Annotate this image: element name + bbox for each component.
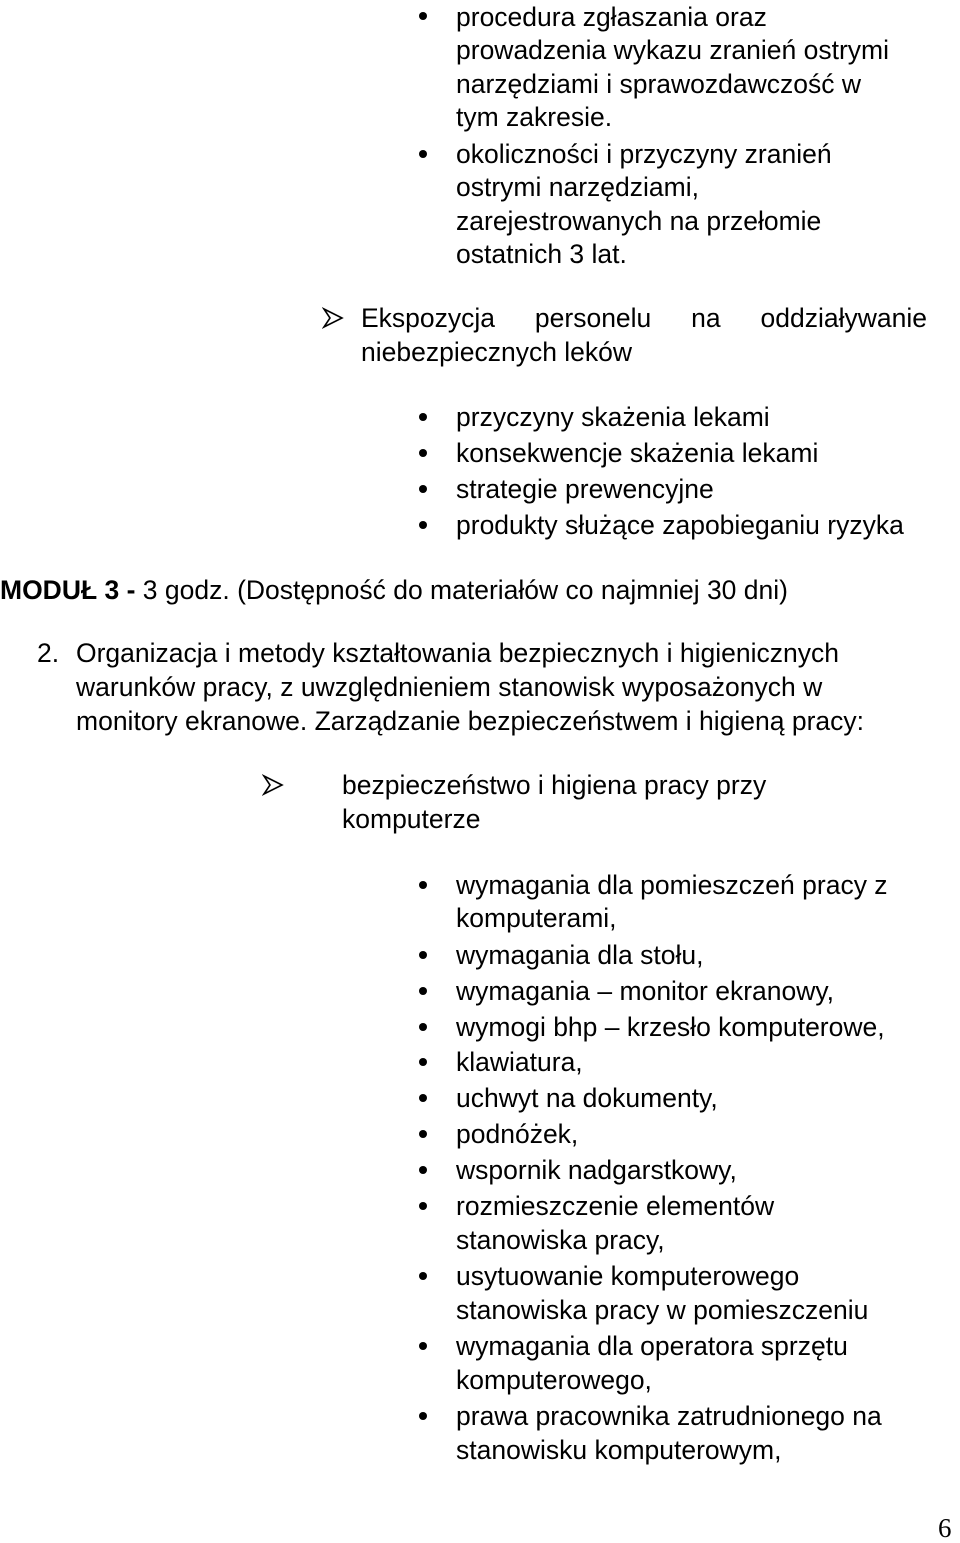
bullet-dot-icon — [419, 413, 427, 421]
list-item-line: narzędziami i sprawozdawczość w — [456, 69, 862, 99]
bullet-dot-icon — [419, 1130, 427, 1138]
arrowhead-bullet-icon — [262, 774, 284, 796]
bullet-dot-icon — [419, 1202, 427, 1210]
list-item-line: wspornik nadgarstkowy, — [456, 1155, 737, 1185]
word: oddziaływanie — [760, 303, 927, 333]
bullet-dot-icon — [419, 951, 427, 959]
module-title-rest: 3 godz. (Dostępność do materiałów co najmniej 30 dni) — [135, 575, 788, 605]
list-item-line: uchwyt na dokumenty, — [456, 1083, 718, 1113]
list-item-line: strategie prewencyjne — [456, 474, 714, 504]
word: Ekspozycja — [361, 303, 496, 333]
item-line: monitory ekranowe. Zarządzanie bezpieczeństwem i higieną pracy: — [76, 706, 865, 736]
list-item-line: zarejestrowanych na przełomie — [456, 206, 822, 236]
word: na — [691, 303, 721, 333]
list-item-line: stanowiska pracy w pomieszczeniu — [456, 1295, 869, 1325]
bullet-dot-icon — [419, 449, 427, 457]
arrowhead-bullet-icon — [322, 307, 344, 329]
bullet-dot-icon — [419, 987, 427, 995]
bullet-dot-icon — [419, 521, 427, 529]
list-item-line: stanowiska pracy, — [456, 1225, 665, 1255]
bullet-dot-icon — [419, 1023, 427, 1031]
bullet-dot-icon — [419, 12, 427, 20]
bullet-dot-icon — [419, 485, 427, 493]
list-item-line: klawiatura, — [456, 1047, 583, 1077]
list-item-line: podnóżek, — [456, 1119, 579, 1149]
arrow-item-line: bezpieczeństwo i higiena pracy przy — [342, 770, 767, 800]
bullet-dot-icon — [419, 150, 427, 158]
list-item-line: wymagania dla operatora sprzętu — [456, 1331, 848, 1361]
list-item-line: komputerowego, — [456, 1365, 652, 1395]
list-item-line: okoliczności i przyczyny zranień — [456, 139, 832, 169]
list-item-line: procedura zgłaszania oraz — [456, 2, 767, 32]
bullet-dot-icon — [419, 1272, 427, 1280]
bullet-dot-icon — [419, 1058, 427, 1066]
list-item-line: konsekwencje skażenia lekami — [456, 438, 819, 468]
list-item-line: prowadzenia wykazu zranień ostrymi — [456, 35, 890, 65]
item-line: Organizacja i metody kształtowania bezpiecznych i higienicznych — [76, 638, 839, 668]
page-number: 6 — [938, 1513, 952, 1543]
item-number: 2. — [37, 638, 60, 668]
list-item-line: stanowisku komputerowym, — [456, 1435, 782, 1465]
word: personelu — [534, 303, 652, 333]
list-item-line: wymagania – monitor ekranowy, — [456, 976, 835, 1006]
list-item-line: tym zakresie. — [456, 102, 613, 132]
list-item-line: wymagania dla stołu, — [456, 940, 704, 970]
arrow-item-line: niebezpiecznych leków — [361, 337, 633, 367]
list-item-line: wymogi bhp – krzesło komputerowe, — [456, 1012, 885, 1042]
arrow-item-line: komputerze — [342, 804, 481, 834]
list-item-line: wymagania dla pomieszczeń pracy z — [456, 870, 888, 900]
bullet-dot-icon — [419, 1412, 427, 1420]
list-item-line: komputerami, — [456, 903, 617, 933]
bullet-dot-icon — [419, 881, 427, 889]
item-line: warunków pracy, z uwzględnieniem stanowisk wyposażonych w — [76, 672, 823, 702]
list-item-line: usytuowanie komputerowego — [456, 1261, 800, 1291]
arrow-item-line — [361, 301, 927, 335]
list-item-line: prawa pracownika zatrudnionego na — [456, 1401, 882, 1431]
module-title-bold: MODUŁ 3 - — [0, 575, 136, 605]
bullet-dot-icon — [419, 1342, 427, 1350]
list-item-line: ostrymi narzędziami, — [456, 172, 699, 202]
bullet-dot-icon — [419, 1094, 427, 1102]
list-item-line: rozmieszczenie elementów — [456, 1191, 775, 1221]
list-item-line: przyczyny skażenia lekami — [456, 402, 770, 432]
bullet-dot-icon — [419, 1166, 427, 1174]
module-heading — [0, 573, 788, 607]
list-item-line: ostatnich 3 lat. — [456, 239, 627, 269]
list-item-line: produkty służące zapobieganiu ryzyka — [456, 510, 904, 540]
